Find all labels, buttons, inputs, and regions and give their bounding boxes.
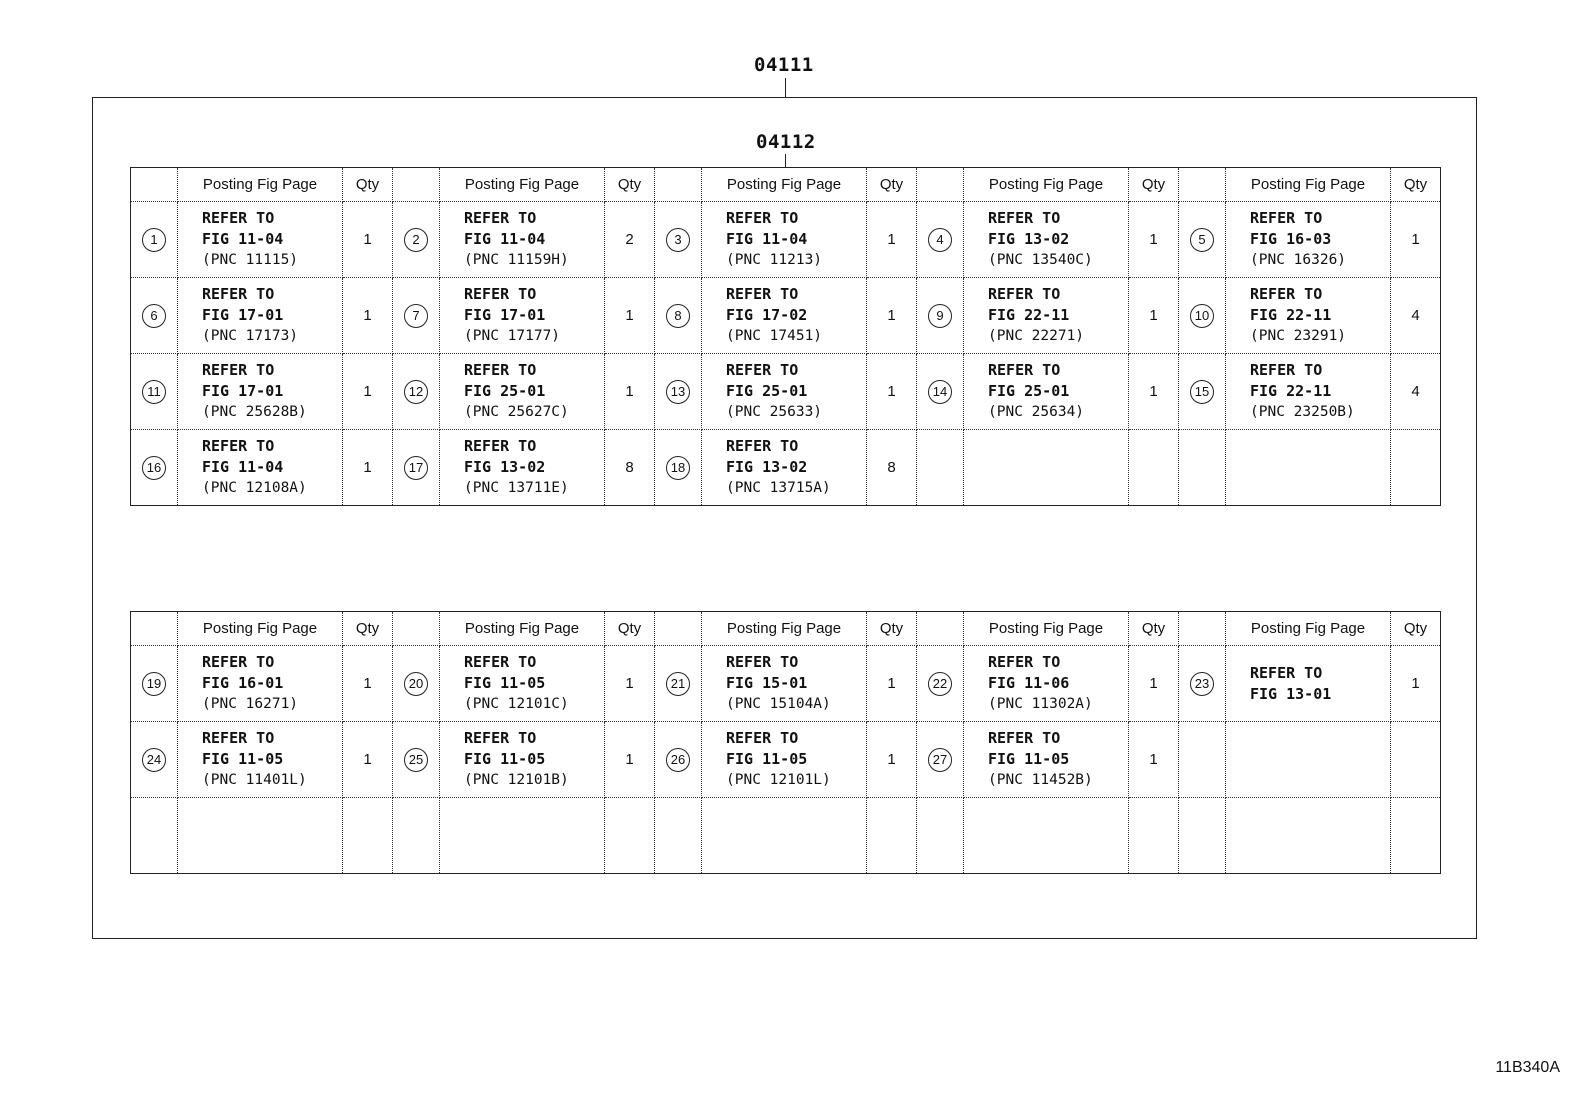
reference-cell xyxy=(178,202,343,278)
item-number-cell xyxy=(917,430,964,506)
reference-cell xyxy=(1226,798,1391,874)
reference-cell xyxy=(1226,722,1391,798)
qty-cell: 1 xyxy=(1129,278,1179,354)
refer-to-line: REFER TO xyxy=(202,285,275,303)
header-posting-fig-page: Posting Fig Page xyxy=(440,612,605,646)
item-number-cell xyxy=(1179,202,1226,278)
item-number-cell xyxy=(131,354,178,430)
qty-cell xyxy=(343,798,393,874)
item-number-circle: 10 xyxy=(1190,304,1214,328)
pnc-line: (PNC 16271) xyxy=(202,696,299,712)
fig-line: FIG 17-02 xyxy=(726,306,808,324)
item-number-cell xyxy=(1179,646,1226,722)
reference-cell xyxy=(440,278,605,354)
item-number-circle: 27 xyxy=(928,748,952,772)
item-number-circle: 19 xyxy=(142,672,166,696)
reference-cell xyxy=(440,798,605,874)
qty-cell: 4 xyxy=(1391,354,1441,430)
reference-cell xyxy=(1226,278,1391,354)
item-number-cell xyxy=(1179,354,1226,430)
item-number-cell xyxy=(131,798,178,874)
header-qty: Qty xyxy=(343,168,393,202)
item-number-circle: 7 xyxy=(404,304,428,328)
item-number-cell xyxy=(917,278,964,354)
header-qty: Qty xyxy=(1391,168,1441,202)
qty-cell: 1 xyxy=(343,646,393,722)
item-number-cell xyxy=(655,278,702,354)
refer-to-line: REFER TO xyxy=(988,285,1061,303)
fig-line: FIG 15-01 xyxy=(726,674,808,692)
table-row xyxy=(131,430,1441,506)
qty-cell: 1 xyxy=(867,202,917,278)
fig-line: FIG 25-01 xyxy=(726,382,808,400)
item-number-cell xyxy=(393,646,440,722)
reference-cell xyxy=(964,430,1129,506)
reference-cell xyxy=(440,646,605,722)
header-posting-fig-page: Posting Fig Page xyxy=(964,612,1129,646)
callout-leader-inner xyxy=(785,154,786,167)
pnc-line: (PNC 22271) xyxy=(988,328,1085,344)
qty-cell: 1 xyxy=(1391,646,1441,722)
fig-line: FIG 11-05 xyxy=(464,750,546,768)
qty-cell: 1 xyxy=(1129,722,1179,798)
fig-line: FIG 17-01 xyxy=(202,306,284,324)
reference-cell xyxy=(702,646,867,722)
header-number-cell xyxy=(1179,612,1226,646)
pnc-line: (PNC 23250B) xyxy=(1250,404,1355,420)
reference-cell xyxy=(440,354,605,430)
refer-to-line: REFER TO xyxy=(464,361,537,379)
item-number-circle: 9 xyxy=(928,304,952,328)
header-number-cell xyxy=(393,612,440,646)
reference-cell xyxy=(964,646,1129,722)
item-number-circle: 1 xyxy=(142,228,166,252)
refer-to-line: REFER TO xyxy=(988,209,1061,227)
item-number-cell xyxy=(393,354,440,430)
pnc-line: (PNC 25634) xyxy=(988,404,1085,420)
reference-text xyxy=(702,284,866,347)
qty-cell: 1 xyxy=(343,722,393,798)
pnc-line: (PNC 11115) xyxy=(202,252,299,268)
refer-to-line: REFER TO xyxy=(464,437,537,455)
qty-cell: 1 xyxy=(343,278,393,354)
pnc-line: (PNC 17177) xyxy=(464,328,561,344)
item-number-circle: 15 xyxy=(1190,380,1214,404)
item-number-circle: 4 xyxy=(928,228,952,252)
table-row xyxy=(131,722,1441,798)
reference-cell xyxy=(178,278,343,354)
fig-line: FIG 13-01 xyxy=(1250,684,1332,703)
fig-line: FIG 13-02 xyxy=(726,458,808,476)
pnc-line: (PNC 13711E) xyxy=(464,480,569,496)
fig-line: FIG 16-01 xyxy=(202,674,284,692)
reference-cell xyxy=(440,202,605,278)
reference-cell xyxy=(702,430,867,506)
pnc-line: (PNC 11452B) xyxy=(988,772,1093,788)
qty-cell: 8 xyxy=(605,430,655,506)
refer-to-line: REFER TO xyxy=(464,653,537,671)
qty-cell: 1 xyxy=(605,722,655,798)
header-qty: Qty xyxy=(867,612,917,646)
callout-04112: 04112 xyxy=(756,131,816,153)
qty-cell: 1 xyxy=(1129,354,1179,430)
item-number-cell xyxy=(655,646,702,722)
reference-text xyxy=(440,360,604,423)
illustration-code: 11B340A xyxy=(1495,1059,1560,1076)
qty-cell: 2 xyxy=(605,202,655,278)
refer-to-line: REFER TO xyxy=(726,285,799,303)
reference-text xyxy=(702,728,866,791)
header-number-cell xyxy=(917,168,964,202)
item-number-cell xyxy=(393,202,440,278)
header-posting-fig-page: Posting Fig Page xyxy=(178,168,343,202)
item-number-circle: 13 xyxy=(666,380,690,404)
reference-table-lower xyxy=(130,611,1441,874)
item-number-cell xyxy=(917,798,964,874)
table-header-row xyxy=(131,168,1441,202)
item-number-circle: 2 xyxy=(404,228,428,252)
reference-cell xyxy=(964,722,1129,798)
qty-cell xyxy=(1129,798,1179,874)
item-number-cell xyxy=(917,646,964,722)
header-posting-fig-page: Posting Fig Page xyxy=(702,612,867,646)
pnc-line: (PNC 16326) xyxy=(1250,252,1347,268)
item-number-circle: 5 xyxy=(1190,228,1214,252)
item-number-cell xyxy=(393,722,440,798)
header-number-cell xyxy=(917,612,964,646)
refer-to-line: REFER TO xyxy=(1250,663,1323,682)
fig-line: FIG 11-05 xyxy=(726,750,808,768)
reference-text xyxy=(1226,663,1390,705)
item-number-cell xyxy=(655,722,702,798)
reference-cell xyxy=(702,798,867,874)
pnc-line: (PNC 17173) xyxy=(202,328,299,344)
reference-text xyxy=(440,728,604,791)
refer-to-line: REFER TO xyxy=(1250,209,1323,227)
item-number-cell xyxy=(655,202,702,278)
reference-cell xyxy=(440,722,605,798)
reference-text xyxy=(964,728,1128,791)
reference-cell xyxy=(178,798,343,874)
callout-04111: 04111 xyxy=(754,54,814,76)
table-header-row xyxy=(131,612,1441,646)
callout-leader-outer xyxy=(785,78,786,97)
item-number-cell xyxy=(1179,798,1226,874)
item-number-circle: 11 xyxy=(142,380,166,404)
qty-cell: 1 xyxy=(1129,202,1179,278)
qty-cell xyxy=(1391,430,1441,506)
qty-cell: 1 xyxy=(867,354,917,430)
fig-line: FIG 25-01 xyxy=(988,382,1070,400)
refer-to-line: REFER TO xyxy=(202,729,275,747)
item-number-circle: 21 xyxy=(666,672,690,696)
pnc-line: (PNC 12101C) xyxy=(464,696,569,712)
refer-to-line: REFER TO xyxy=(464,729,537,747)
qty-cell: 1 xyxy=(867,278,917,354)
item-number-cell xyxy=(393,278,440,354)
item-number-circle: 26 xyxy=(666,748,690,772)
reference-text xyxy=(178,728,342,791)
item-number-circle: 23 xyxy=(1190,672,1214,696)
reference-cell xyxy=(178,354,343,430)
item-number-cell xyxy=(655,354,702,430)
reference-text xyxy=(1226,284,1390,347)
item-number-cell xyxy=(393,430,440,506)
fig-line: FIG 11-04 xyxy=(202,458,284,476)
item-number-circle: 6 xyxy=(142,304,166,328)
item-number-circle: 22 xyxy=(928,672,952,696)
table-row xyxy=(131,278,1441,354)
reference-cell xyxy=(702,202,867,278)
reference-cell xyxy=(440,430,605,506)
reference-text xyxy=(702,360,866,423)
item-number-cell xyxy=(131,646,178,722)
reference-text xyxy=(440,436,604,499)
fig-line: FIG 22-11 xyxy=(1250,306,1332,324)
qty-cell: 1 xyxy=(867,722,917,798)
qty-cell xyxy=(605,798,655,874)
reference-cell xyxy=(964,202,1129,278)
qty-cell: 1 xyxy=(605,354,655,430)
fig-line: FIG 11-05 xyxy=(464,674,546,692)
item-number-circle: 14 xyxy=(928,380,952,404)
qty-cell: 1 xyxy=(1391,202,1441,278)
pnc-line: (PNC 13715A) xyxy=(726,480,831,496)
item-number-cell xyxy=(917,202,964,278)
reference-cell xyxy=(178,430,343,506)
fig-line: FIG 13-02 xyxy=(464,458,546,476)
refer-to-line: REFER TO xyxy=(988,361,1061,379)
item-number-cell xyxy=(131,202,178,278)
refer-to-line: REFER TO xyxy=(726,729,799,747)
reference-text xyxy=(440,208,604,271)
reference-cell xyxy=(702,278,867,354)
item-number-cell xyxy=(917,354,964,430)
item-number-circle: 18 xyxy=(666,456,690,480)
qty-cell: 1 xyxy=(605,646,655,722)
table-row xyxy=(131,646,1441,722)
header-number-cell xyxy=(131,168,178,202)
header-qty: Qty xyxy=(867,168,917,202)
pnc-line: (PNC 12108A) xyxy=(202,480,307,496)
pnc-line: (PNC 11302A) xyxy=(988,696,1093,712)
pnc-line: (PNC 25627C) xyxy=(464,404,569,420)
reference-text xyxy=(178,360,342,423)
header-number-cell xyxy=(131,612,178,646)
reference-text xyxy=(702,436,866,499)
item-number-cell xyxy=(655,798,702,874)
reference-cell xyxy=(964,798,1129,874)
header-qty: Qty xyxy=(1129,168,1179,202)
refer-to-line: REFER TO xyxy=(726,653,799,671)
pnc-line: (PNC 23291) xyxy=(1250,328,1347,344)
table-row xyxy=(131,798,1441,874)
refer-to-line: REFER TO xyxy=(1250,361,1323,379)
header-qty: Qty xyxy=(1129,612,1179,646)
header-qty: Qty xyxy=(605,612,655,646)
qty-cell: 1 xyxy=(867,646,917,722)
qty-cell: 4 xyxy=(1391,278,1441,354)
reference-text xyxy=(178,208,342,271)
pnc-line: (PNC 12101L) xyxy=(726,772,831,788)
reference-cell xyxy=(178,646,343,722)
pnc-line: (PNC 25628B) xyxy=(202,404,307,420)
reference-cell xyxy=(1226,430,1391,506)
pnc-line: (PNC 13540C) xyxy=(988,252,1093,268)
qty-cell xyxy=(867,798,917,874)
item-number-cell xyxy=(131,430,178,506)
reference-text xyxy=(440,284,604,347)
fig-line: FIG 22-11 xyxy=(1250,382,1332,400)
qty-cell: 1 xyxy=(343,354,393,430)
qty-cell: 1 xyxy=(1129,646,1179,722)
qty-cell: 8 xyxy=(867,430,917,506)
fig-line: FIG 16-03 xyxy=(1250,230,1332,248)
item-number-cell xyxy=(393,798,440,874)
reference-cell xyxy=(702,722,867,798)
reference-cell xyxy=(702,354,867,430)
reference-cell xyxy=(1226,354,1391,430)
refer-to-line: REFER TO xyxy=(202,653,275,671)
header-qty: Qty xyxy=(343,612,393,646)
reference-text xyxy=(702,208,866,271)
reference-text xyxy=(964,360,1128,423)
qty-cell: 1 xyxy=(343,202,393,278)
qty-cell: 1 xyxy=(343,430,393,506)
header-posting-fig-page: Posting Fig Page xyxy=(702,168,867,202)
header-posting-fig-page: Posting Fig Page xyxy=(178,612,343,646)
refer-to-line: REFER TO xyxy=(988,729,1061,747)
item-number-circle: 20 xyxy=(404,672,428,696)
fig-line: FIG 11-06 xyxy=(988,674,1070,692)
refer-to-line: REFER TO xyxy=(202,361,275,379)
header-posting-fig-page: Posting Fig Page xyxy=(1226,612,1391,646)
pnc-line: (PNC 11159H) xyxy=(464,252,569,268)
pnc-line: (PNC 12101B) xyxy=(464,772,569,788)
qty-cell xyxy=(1129,430,1179,506)
refer-to-line: REFER TO xyxy=(726,209,799,227)
reference-text xyxy=(1226,208,1390,271)
reference-text xyxy=(964,284,1128,347)
item-number-cell xyxy=(1179,278,1226,354)
header-number-cell xyxy=(655,168,702,202)
refer-to-line: REFER TO xyxy=(988,653,1061,671)
fig-line: FIG 13-02 xyxy=(988,230,1070,248)
item-number-circle: 24 xyxy=(142,748,166,772)
fig-line: FIG 17-01 xyxy=(464,306,546,324)
refer-to-line: REFER TO xyxy=(726,437,799,455)
header-qty: Qty xyxy=(1391,612,1441,646)
reference-cell xyxy=(1226,202,1391,278)
item-number-circle: 8 xyxy=(666,304,690,328)
reference-text xyxy=(964,652,1128,715)
header-number-cell xyxy=(655,612,702,646)
item-number-circle: 17 xyxy=(404,456,428,480)
fig-line: FIG 11-05 xyxy=(202,750,284,768)
item-number-circle: 12 xyxy=(404,380,428,404)
pnc-line: (PNC 15104A) xyxy=(726,696,831,712)
fig-line: FIG 11-05 xyxy=(988,750,1070,768)
item-number-cell xyxy=(131,278,178,354)
header-posting-fig-page: Posting Fig Page xyxy=(440,168,605,202)
item-number-cell xyxy=(917,722,964,798)
item-number-circle: 25 xyxy=(404,748,428,772)
header-posting-fig-page: Posting Fig Page xyxy=(964,168,1129,202)
item-number-cell xyxy=(1179,722,1226,798)
fig-line: FIG 25-01 xyxy=(464,382,546,400)
refer-to-line: REFER TO xyxy=(202,437,275,455)
fig-line: FIG 11-04 xyxy=(726,230,808,248)
reference-cell xyxy=(964,354,1129,430)
fig-line: FIG 11-04 xyxy=(464,230,546,248)
reference-cell xyxy=(964,278,1129,354)
header-number-cell xyxy=(1179,168,1226,202)
header-number-cell xyxy=(393,168,440,202)
header-posting-fig-page: Posting Fig Page xyxy=(1226,168,1391,202)
reference-text xyxy=(178,652,342,715)
qty-cell xyxy=(1391,798,1441,874)
reference-text xyxy=(178,284,342,347)
refer-to-line: REFER TO xyxy=(726,361,799,379)
pnc-line: (PNC 11401L) xyxy=(202,772,307,788)
refer-to-line: REFER TO xyxy=(464,285,537,303)
item-number-circle: 16 xyxy=(142,456,166,480)
qty-cell: 1 xyxy=(605,278,655,354)
reference-text xyxy=(964,208,1128,271)
fig-line: FIG 22-11 xyxy=(988,306,1070,324)
reference-text xyxy=(1226,360,1390,423)
item-number-cell xyxy=(655,430,702,506)
qty-cell xyxy=(1391,722,1441,798)
pnc-line: (PNC 25633) xyxy=(726,404,823,420)
reference-text xyxy=(702,652,866,715)
item-number-circle: 3 xyxy=(666,228,690,252)
refer-to-line: REFER TO xyxy=(464,209,537,227)
reference-text xyxy=(178,436,342,499)
item-number-cell xyxy=(1179,430,1226,506)
reference-cell xyxy=(178,722,343,798)
refer-to-line: REFER TO xyxy=(1250,285,1323,303)
reference-table-upper xyxy=(130,167,1441,506)
reference-cell xyxy=(1226,646,1391,722)
table-row xyxy=(131,202,1441,278)
reference-text xyxy=(440,652,604,715)
table-row xyxy=(131,354,1441,430)
pnc-line: (PNC 11213) xyxy=(726,252,823,268)
item-number-cell xyxy=(131,722,178,798)
header-qty: Qty xyxy=(605,168,655,202)
pnc-line: (PNC 17451) xyxy=(726,328,823,344)
refer-to-line: REFER TO xyxy=(202,209,275,227)
fig-line: FIG 17-01 xyxy=(202,382,284,400)
fig-line: FIG 11-04 xyxy=(202,230,284,248)
